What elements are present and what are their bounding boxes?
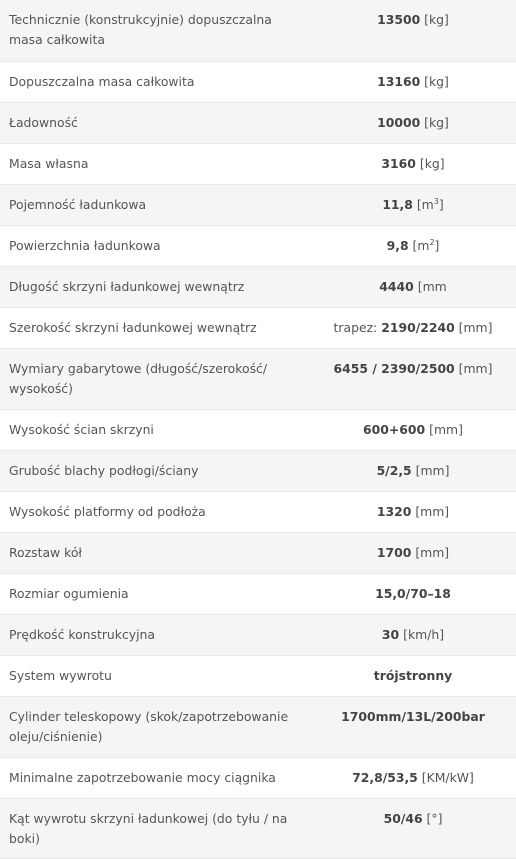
spec-label: Prędkość konstrukcyjna (0, 614, 310, 655)
spec-unit: [m (416, 196, 434, 212)
spec-value: 50/46 (383, 810, 423, 826)
spec-label: Rozstaw kół (0, 532, 310, 573)
spec-row (0, 266, 516, 307)
spec-value-cell (310, 225, 516, 266)
spec-row (0, 143, 516, 184)
spec-value: 3160 (381, 155, 416, 171)
spec-unit: [mm] (458, 360, 493, 376)
spec-label: Długość skrzyni ładunkowej wewnątrz (0, 266, 310, 307)
spec-value-cell (310, 348, 516, 409)
spec-row (0, 532, 516, 573)
spec-row (0, 61, 516, 102)
spec-label: Rozmiar ogumienia (0, 573, 310, 614)
spec-label: Powierzchnia ładunkowa (0, 225, 310, 266)
spec-value: 1320 (376, 503, 412, 519)
spec-value: 72,8/53,5 (352, 769, 418, 785)
spec-value-cell (310, 491, 516, 532)
spec-unit: [°] (426, 810, 443, 826)
spec-unit: [mm (417, 278, 447, 294)
spec-value: 4440 (379, 278, 414, 294)
spec-row (0, 757, 516, 798)
spec-value: 30 (381, 626, 400, 642)
spec-value-cell (310, 184, 516, 225)
spec-value-cell (310, 450, 516, 491)
spec-value-cell (310, 61, 516, 102)
spec-label: System wywrotu (0, 655, 310, 696)
spec-unit: [mm] (458, 319, 493, 335)
spec-unit: [kg] (419, 155, 445, 171)
spec-value-cell (310, 307, 516, 348)
spec-row (0, 491, 516, 532)
spec-value-cell (310, 573, 516, 614)
spec-unit: [mm] (429, 421, 463, 437)
spec-unit: [kg] (424, 114, 449, 130)
spec-value: 600+600 (363, 421, 426, 437)
spec-value-cell (310, 102, 516, 143)
spec-row (0, 102, 516, 143)
spec-value: 15,0/70–18 (375, 585, 451, 601)
spec-value-cell (310, 614, 516, 655)
spec-row (0, 573, 516, 614)
spec-row (0, 307, 516, 348)
spec-row (0, 696, 516, 757)
spec-unit: [KM/kW] (421, 769, 474, 785)
spec-unit: [m (412, 237, 430, 253)
spec-label: Minimalne zapotrzebowanie mocy ciągnika (0, 757, 310, 798)
spec-value-cell (310, 757, 516, 798)
spec-value: 13500 (377, 12, 421, 27)
spec-value-cell (310, 798, 516, 858)
spec-row (0, 450, 516, 491)
spec-value: 6455 / 2390/2500 (333, 360, 455, 376)
spec-label: Cylinder teleskopowy (skok/zapotrzebowanie oleju/ciśnienie) (0, 696, 310, 757)
spec-row (0, 614, 516, 655)
spec-unit-exponent: 2 (429, 237, 435, 247)
spec-value-cell (310, 143, 516, 184)
spec-unit: [kg] (424, 73, 449, 89)
spec-row (0, 409, 516, 450)
spec-unit: [kg] (424, 12, 449, 27)
spec-label: Masa własna (0, 143, 310, 184)
spec-value: 5/2,5 (376, 462, 412, 478)
spec-value: 2190/2240 (381, 319, 455, 335)
spec-label: Wysokość platformy od podłoża (0, 491, 310, 532)
spec-label: Grubość blachy podłogi/ściany (0, 450, 310, 491)
spec-label: Pojemność ładunkowa (0, 184, 310, 225)
spec-value: 9,8 (386, 237, 409, 253)
spec-unit: [mm] (415, 503, 450, 519)
spec-value: 10000 (377, 114, 421, 130)
spec-unit: [km/h] (403, 626, 445, 642)
spec-value: 1700mm/13L/200bar (341, 708, 485, 724)
spec-label: Dopuszczalna masa całkowita (0, 61, 310, 102)
spec-value-cell (310, 266, 516, 307)
spec-row (0, 348, 516, 409)
spec-label: Kąt wywrotu skrzyni ładunkowej (do tyłu / na boki) (0, 798, 310, 858)
spec-label: Technicznie (konstrukcyjnie) dopuszczalna masa całkowita (0, 0, 310, 61)
spec-row (0, 225, 516, 266)
spec-row (0, 655, 516, 696)
spec-unit-close: ] (434, 237, 440, 253)
spec-value-cell (310, 0, 516, 61)
spec-value: 13160 (377, 73, 421, 89)
spec-label: Ładowność (0, 102, 310, 143)
spec-value-cell (310, 696, 516, 757)
spec-unit-close: ] (438, 196, 444, 212)
spec-unit: [mm] (415, 462, 450, 478)
spec-label: Szerokość skrzyni ładunkowej wewnątrz (0, 307, 310, 348)
spec-label: Wysokość ścian skrzyni (0, 409, 310, 450)
spec-unit-exponent: 3 (433, 196, 439, 206)
spec-row (0, 798, 516, 858)
spec-unit: [mm] (415, 544, 450, 560)
spec-value-cell (310, 532, 516, 573)
spec-value: trójstronny (373, 667, 453, 683)
spec-label: Wymiary gabarytowe (długość/szerokość/ wysokość) (0, 348, 310, 409)
spec-value: 1700 (376, 544, 412, 560)
spec-row (0, 0, 516, 61)
spec-value-prefix: trapez: (333, 319, 378, 335)
spec-row (0, 184, 516, 225)
spec-value: 11,8 (382, 196, 413, 212)
spec-value-cell (310, 409, 516, 450)
spec-value-cell (310, 655, 516, 696)
